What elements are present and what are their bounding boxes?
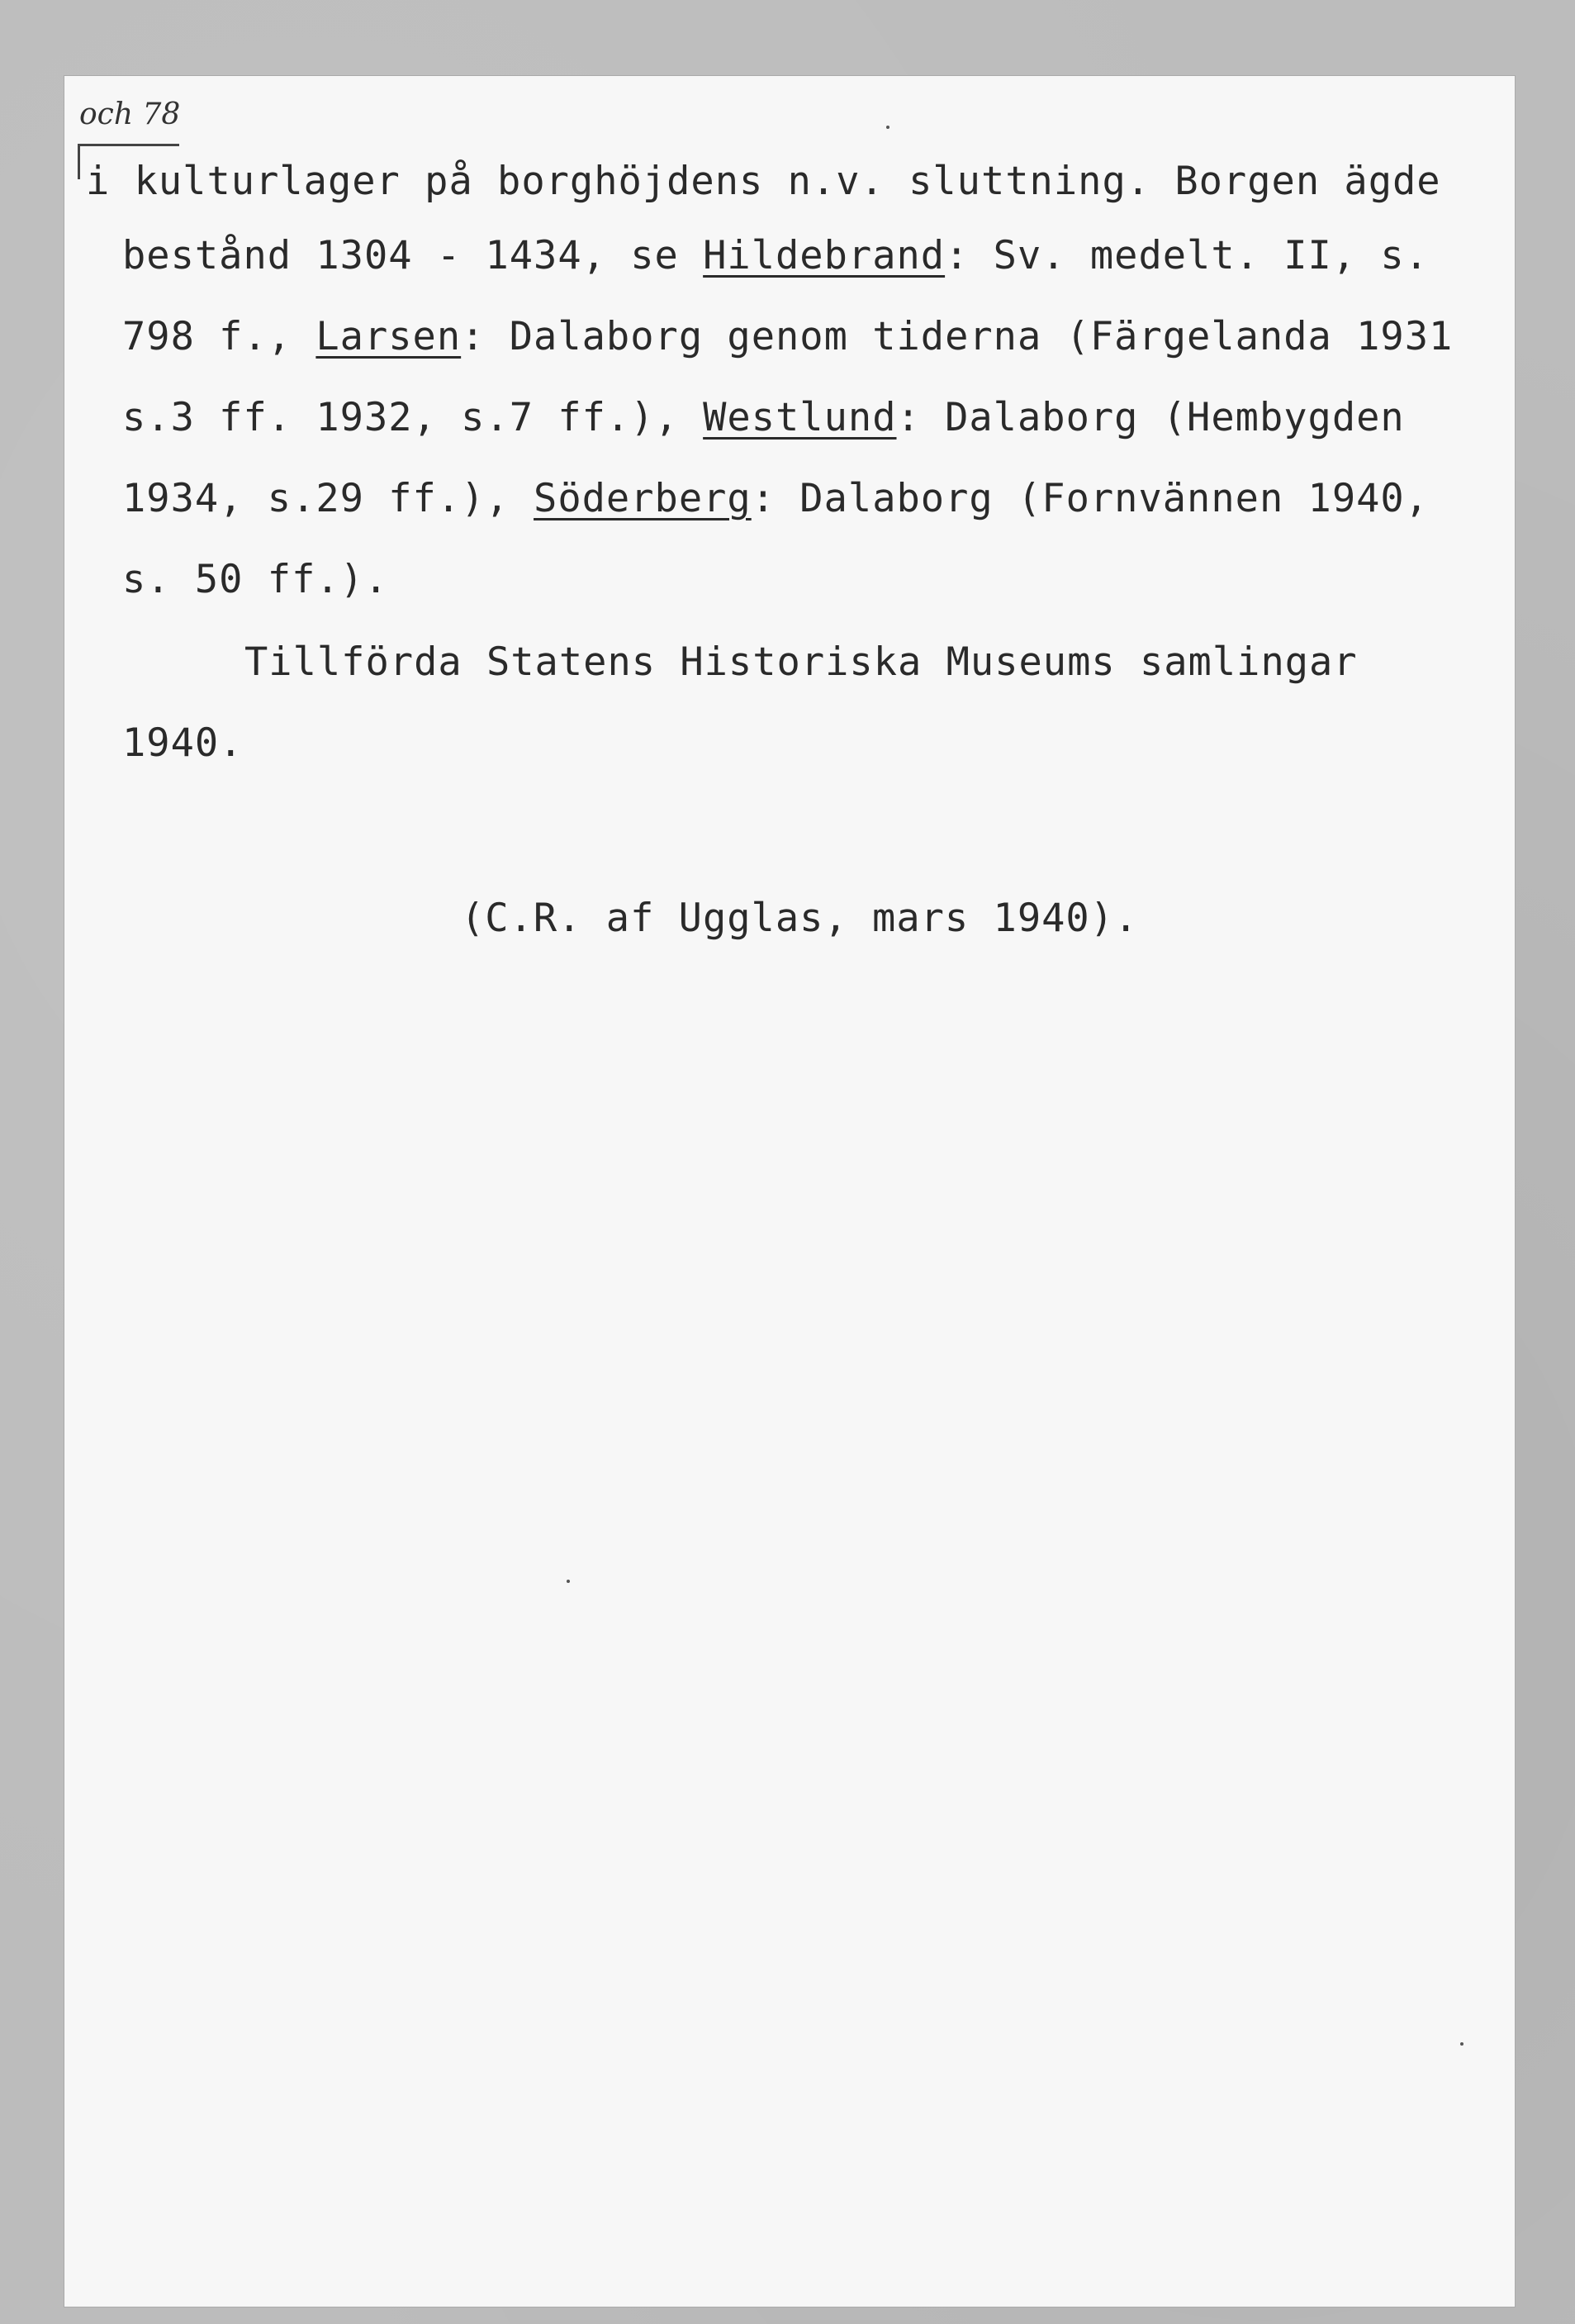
text-segment: 798 f., <box>122 314 316 359</box>
paragraph1-line6: s. 50 ff.). <box>122 557 389 602</box>
paragraph1-line2 <box>122 233 1429 278</box>
signature: (C.R. af Ugglas, mars 1940). <box>461 896 1139 941</box>
text-segment: : Dalaborg (Hembygden <box>896 395 1405 440</box>
paragraph1-line5 <box>122 476 1429 521</box>
paragraph1-line4 <box>122 395 1405 440</box>
paragraph2-line2: 1940. <box>122 720 244 766</box>
text-segment: : Sv. medelt. II, s. <box>945 233 1430 278</box>
paragraph2-line1: Tillförda Statens Historiska Museums samlingar <box>244 639 1358 685</box>
text-segment: 1934, s.29 ff.), <box>122 476 534 521</box>
handwritten-note: och 78 <box>79 97 181 131</box>
speck <box>1460 2042 1464 2046</box>
reference-author: Söderberg <box>534 476 752 521</box>
speck <box>886 126 889 129</box>
paragraph1-line1: i kulturlager på borghöjdens n.v. sluttning. Borgen ägde <box>86 159 1441 204</box>
text-segment: : Dalaborg genom tiderna (Färgelanda 1931 <box>461 314 1454 359</box>
text-segment: bestånd 1304 - 1434, se <box>122 233 704 278</box>
catalog-card <box>64 76 1515 2307</box>
speck <box>567 1580 570 1583</box>
reference-author: Hildebrand <box>703 233 946 278</box>
text-segment: : Dalaborg (Fornvännen 1940, <box>751 476 1430 521</box>
paragraph1-line3 <box>122 314 1453 359</box>
reference-author: Larsen <box>315 314 462 359</box>
text-segment: s.3 ff. 1932, s.7 ff.), <box>122 395 704 440</box>
reference-author: Westlund <box>703 395 897 440</box>
